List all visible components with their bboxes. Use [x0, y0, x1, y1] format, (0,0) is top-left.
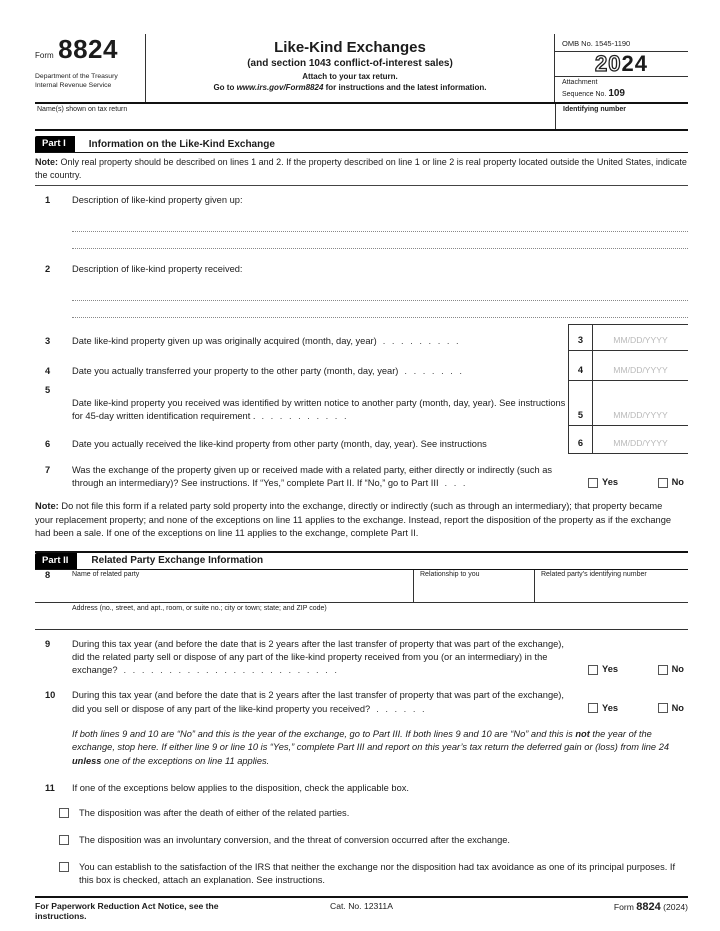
part1-header — [35, 136, 688, 153]
line10-number: 10 — [45, 690, 56, 701]
line11b-text: The disposition was an involuntary conversion, and the threat of conversion occurred after the exchange. — [79, 835, 511, 846]
footer-form-year: (2024) — [660, 902, 688, 913]
irs-url: www.irs.gov/Form8824 — [236, 83, 324, 92]
relationship-field[interactable] — [413, 570, 534, 602]
line6-box-number: 6 — [568, 426, 592, 454]
footer-form-prefix: Form — [613, 902, 637, 913]
line11c-row — [35, 861, 688, 887]
part2-title: Related Party Exchange Information — [91, 555, 264, 567]
name-label: Name(s) shown on tax return — [37, 106, 128, 114]
line10-text-wrap — [72, 689, 578, 715]
line2-row — [35, 263, 688, 276]
note-prefix: Note: — [35, 157, 58, 168]
line9-dot-leader: . . . . . . . . . . . . . . . . . . . . . . . . — [123, 665, 339, 676]
taxpayer-name-field[interactable] — [35, 104, 555, 129]
line11c-text: You can establish to the satisfaction of the IRS that neither the exchange nor the disposition had tax avoidance as one of its principal purposes. If this box is checked, attach an explanation. See instructions. — [79, 862, 676, 886]
year-outline: 20 — [595, 51, 622, 76]
line2-number: 2 — [45, 264, 51, 275]
line7-yes-label: Yes — [602, 477, 619, 488]
part2-italic-note — [72, 728, 682, 768]
goto-instruction — [146, 83, 554, 92]
form-header — [35, 34, 688, 104]
tax-year — [555, 52, 688, 77]
line3-text: Date like-kind property given up was originally acquired (month, day, year) — [72, 335, 377, 346]
line3-row — [35, 324, 688, 351]
form-subtitle: (and section 1043 conflict-of-interest sales) — [247, 58, 453, 69]
attachment-label: Attachment — [562, 79, 598, 86]
line5-text: Date like-kind property you received was identified by written notice to another party (month, day, year). See instructions for 45-day written identification requirement . — [72, 398, 566, 421]
line6-date-field[interactable]: MM/DD/YYYY — [592, 426, 688, 454]
italic-note-3: one of the exceptions on line 11 applies. — [101, 755, 270, 766]
treasury-label: Department of the Treasury — [35, 73, 118, 80]
line5-row — [35, 381, 688, 426]
related-party-name-field[interactable] — [35, 570, 413, 602]
related-party-id-field[interactable] — [534, 570, 688, 602]
line5-box-number: 5 — [568, 381, 592, 426]
line4-text-wrap — [72, 351, 568, 381]
line5-dot-leader: . . . . . . . . . . — [261, 410, 349, 421]
line11a-checkbox[interactable] — [59, 808, 69, 818]
line1-entry-1[interactable] — [72, 215, 688, 232]
form-number: 8824 — [58, 34, 118, 64]
line7-dot-leader: . . . — [444, 478, 468, 489]
line11-row — [35, 782, 688, 795]
line3-number: 3 — [45, 335, 51, 346]
name-id-row — [35, 104, 688, 131]
part2-header — [35, 551, 688, 570]
goto-suffix: for instructions and the latest information. — [323, 83, 487, 92]
irs-label: Internal Revenue Service — [35, 82, 112, 90]
italic-note-1: If both lines 9 and 10 are “No” and this is the year of the exchange, go to Part III. If both lines 9 and 10 are “No” and this is — [72, 728, 576, 739]
line8-address-label: Address (no., street, and apt., room, or suite no.; city or town; state; and ZIP code) — [72, 604, 327, 612]
line9-text: During this tax year (and before the date that is 2 years after the last transfer of property that was part of the exchange), did the related party sell or dispose of any part of the like-kind property received from you (or an intermediary) in the exchange? — [72, 638, 564, 676]
line6-row — [35, 426, 688, 454]
paperwork-notice: For Paperwork Reduction Act Notice, see the instructions. — [35, 901, 219, 922]
line7-yes-no — [578, 464, 688, 490]
line4-number: 4 — [45, 365, 51, 376]
line10-text: During this tax year (and before the date that is 2 years after the last transfer of property that was part of the exchange), did you sell or dispose of any part of the like-kind property you received? — [72, 690, 564, 714]
line4-date-field[interactable]: MM/DD/YYYY — [592, 351, 688, 381]
line3-box-number: 3 — [568, 324, 592, 351]
line11b-checkbox[interactable] — [59, 835, 69, 845]
line9-no-label: No — [671, 664, 684, 675]
line1-row — [35, 194, 688, 207]
line11-text: If one of the exceptions below applies to the disposition, check the applicable box. — [72, 783, 409, 794]
line11c-checkbox[interactable] — [59, 862, 69, 872]
part1-note2 — [35, 500, 688, 540]
line9-no-checkbox[interactable] — [658, 665, 668, 675]
note-body: Only real property should be described on lines 1 and 2. If the property described on line 1 or line 2 is real property located outside the United States, indicate the country. — [35, 157, 687, 180]
line7-yes-checkbox[interactable] — [588, 478, 598, 488]
line10-dot-leader: . . . . . . — [376, 703, 427, 714]
form-title: Like-Kind Exchanges — [274, 39, 426, 56]
line7-row — [35, 464, 688, 490]
note2-prefix: Note: — [35, 501, 59, 512]
catalog-number: Cat. No. 12311A — [330, 901, 393, 912]
line9-yes-no — [578, 638, 688, 678]
line8-id-label: Related party’s identifying number — [541, 570, 647, 578]
line8-number: 8 — [45, 569, 51, 580]
line10-no-checkbox[interactable] — [658, 703, 668, 713]
line7-text: Was the exchange of the property given up or received made with a related party, either directly or indirectly (such as through an intermediary)? See instructions. If “Yes,” complete Part II. If “No,” go to Part III — [72, 465, 553, 489]
line10-yes-no — [578, 689, 688, 715]
line11b-letter — [35, 834, 59, 849]
line11a-letter — [35, 807, 59, 822]
identifying-number-field[interactable] — [555, 104, 688, 129]
line9-text-wrap — [72, 638, 578, 678]
line8-relationship-label: Relationship to you — [420, 570, 480, 578]
line11c-letter — [35, 861, 59, 887]
line1-text: Description of like-kind property given up: — [72, 195, 243, 206]
note2-body: Do not file this form if a related party sold property into the exchange, directly or indirectly (such as through an intermediary); that property became your replacement property; and none of the exceptions on line 11 applies to the exchange. Instead, report the disposition of the property as if the exchange had been a sale. If one of the exceptions on line 11 applies to the exchange, complete Part II. — [35, 501, 672, 539]
part2-label: Part II — [35, 553, 77, 569]
line2-entry-2[interactable] — [72, 301, 688, 318]
part1-label: Part I — [35, 136, 75, 152]
related-party-address-field[interactable] — [35, 603, 688, 630]
line2-entry-1[interactable] — [72, 284, 688, 301]
line11a-row — [35, 807, 688, 822]
line2-text: Description of like-kind property received: — [72, 264, 243, 275]
line4-text: Date you actually transferred your property to the other party (month, day, year) — [72, 365, 399, 376]
line10-no-label: No — [671, 702, 684, 713]
line4-dot-leader: . . . . . . . — [404, 365, 465, 376]
line1-number: 1 — [45, 195, 51, 206]
line10-yes-label: Yes — [602, 702, 619, 713]
footer-form-id — [452, 901, 689, 913]
form-footer — [35, 896, 688, 921]
part1-note — [35, 153, 688, 186]
part1-title: Information on the Like-Kind Exchange — [88, 138, 275, 150]
line4-row — [35, 351, 688, 381]
line6-text: Date you actually received the like-kind property from other party (month, day, year). See instructions — [72, 438, 487, 449]
attachment-sequence — [555, 77, 688, 102]
line5-number: 5 — [45, 384, 51, 395]
line7-text-wrap — [72, 464, 578, 490]
attach-instruction: Attach to your tax return. — [302, 72, 398, 81]
line1-entry-2[interactable] — [72, 232, 688, 249]
line6-text-wrap — [72, 426, 568, 454]
line10-yes-checkbox[interactable] — [588, 703, 598, 713]
line9-yes-label: Yes — [602, 664, 619, 675]
form-title-block — [145, 34, 555, 102]
omb-block — [555, 34, 688, 102]
footer-form-number: 8824 — [636, 901, 661, 914]
line11a-text: The disposition was after the death of either of the related parties. — [79, 808, 350, 819]
omb-number: OMB No. 1545-1190 — [555, 34, 688, 52]
line11b-row — [35, 834, 688, 849]
form-word: Form — [35, 51, 54, 60]
line10-row — [35, 689, 688, 715]
form-number-block — [35, 34, 145, 102]
line9-yes-checkbox[interactable] — [588, 665, 598, 675]
sequence-label: Sequence No. — [562, 90, 609, 98]
line8-table — [35, 570, 688, 603]
id-label: Identifying number — [563, 106, 626, 114]
year-bold: 24 — [621, 51, 648, 76]
line5-date-field[interactable]: MM/DD/YYYY — [592, 381, 688, 426]
line3-dot-leader: . . . . . . . . . — [382, 335, 461, 346]
line11-number: 11 — [45, 783, 55, 794]
line7-number: 7 — [45, 465, 51, 476]
line4-box-number: 4 — [568, 351, 592, 381]
line5-text-wrap — [72, 381, 568, 426]
italic-note-bold-2: unless — [72, 755, 102, 766]
line3-text-wrap — [72, 324, 568, 351]
italic-note-bold-1: not — [575, 728, 590, 739]
line7-no-checkbox[interactable] — [658, 478, 668, 488]
line9-row — [35, 638, 688, 678]
line6-number: 6 — [45, 438, 51, 449]
goto-prefix: Go to — [213, 83, 237, 92]
line9-number: 9 — [45, 638, 51, 649]
line3-date-field[interactable]: MM/DD/YYYY — [592, 324, 688, 351]
line7-no-label: No — [671, 477, 684, 488]
italic-note-2: the year of the exchange, stop here. If either line 9 or line 10 is “Yes,” complete Part III and report on this year’s tax return the deferred gain or (loss) from line 24 — [72, 728, 670, 753]
line8-name-label: Name of related party — [72, 570, 140, 578]
sequence-number: 109 — [608, 87, 625, 99]
